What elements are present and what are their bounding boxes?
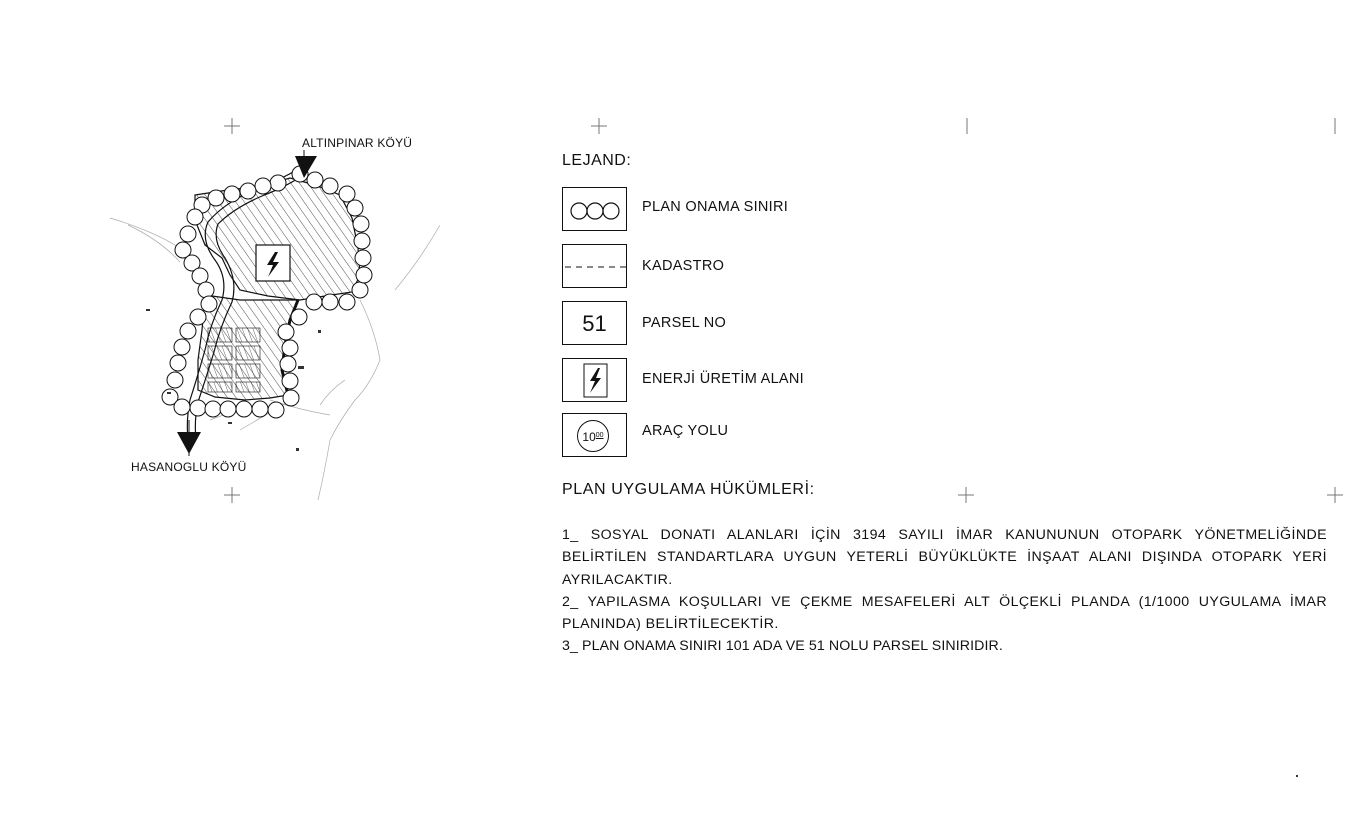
rule-item: 1_ SOSYAL DONATI ALANLARI İÇİN 3194 SAYILI İMAR KANUNUNUN OTOPARK YÖNETMELİĞİNDE BELİRTİLEN STANDARTLARA UYGUN YETERLİ BÜYÜKLÜKTE İNŞAAT ALANI DIŞINDA OTOPARK YERİ AYRILACAKTIR. [562,527,1327,588]
crosshair-mark [224,118,240,134]
legend-symbol-energy [562,358,627,402]
boundary-circle [282,340,298,356]
boundary-circle [174,339,190,355]
energy-symbol [563,359,628,403]
legend-symbol-parcel-no [562,301,627,345]
crosshair-mark [1327,487,1343,503]
boundary-circle [170,355,186,371]
boundary-circle [255,178,271,194]
boundary-circle [198,282,214,298]
rules-list [562,524,1327,658]
boundary-circle [190,309,206,325]
map-energy-box [256,245,290,281]
boundary-circle [224,186,240,202]
road-circle-icon [577,420,609,452]
legend-label-plan-boundary: PLAN ONAMA SINIRI [642,199,789,215]
boundary-circle [180,226,196,242]
boundary-circle [174,399,190,415]
boundary-circle [306,294,322,310]
boundary-circle [208,190,224,206]
legend-symbol-cadastre [562,244,627,288]
boundary-circle [280,356,296,372]
three-circles-icon [563,188,628,232]
rule-item: 2_ YAPILASMA KOŞULLARI VE ÇEKME MESAFELERİ ALT ÖLÇEKLİ PLANDA (1/1000 UYGULAMA İMAR PLANINDA) BELİRTİLECEKTİR. [562,593,1327,633]
boundary-circle [355,250,371,266]
crosshair-mark [591,118,607,134]
boundary-circle [339,294,355,310]
boundary-circle [354,233,370,249]
boundary-circle [322,294,338,310]
boundary-circle [236,401,252,417]
road-number: 10 [582,430,596,444]
parcel-number: 51 [582,311,607,336]
boundary-circle [347,200,363,216]
rules-title: PLAN UYGULAMA HÜKÜMLERİ: [562,481,815,498]
boundary-circle [205,401,221,417]
legend-label-road: ARAÇ YOLU [642,423,729,439]
boundary-circle [283,390,299,406]
boundary-circle [270,175,286,191]
boundary-circle [220,401,236,417]
crosshair-mark [958,487,974,503]
legend-title: LEJAND: [562,152,632,169]
boundary-circle [167,372,183,388]
boundary-circle [282,373,298,389]
boundary-circle [352,282,368,298]
south-village-label: HASANOGLU KÖYÜ [131,460,247,474]
legend-symbol-plan-boundary [562,187,627,231]
crosshair-mark [224,487,240,503]
boundary-circle [252,401,268,417]
rule-item: 3_ PLAN ONAMA SINIRI 101 ADA VE 51 NOLU PARSEL SINIRIDIR. [562,638,1003,655]
boundary-circle [356,267,372,283]
boundary-circle [240,183,256,199]
dashed-line-icon [563,245,628,289]
boundary-circle [339,186,355,202]
road-number-sup: 00 [595,432,604,439]
boundary-circle [180,323,196,339]
boundary-circle [291,309,307,325]
boundary-circle [187,209,203,225]
boundary-circle [190,400,206,416]
north-village-label: ALTINPINAR KÖYÜ [302,136,413,150]
boundary-circle [322,178,338,194]
boundary-circle [307,172,323,188]
legend-symbol-road [562,413,627,457]
legend-label-cadastre: KADASTRO [642,258,725,274]
boundary-circle [268,402,284,418]
legend-label-energy: ENERJİ ÜRETİM ALANI [642,371,805,387]
legend-label-parcel-no: PARSEL NO [642,315,727,331]
boundary-circle [278,324,294,340]
boundary-circle [201,296,217,312]
registration-marks [224,118,1343,503]
boundary-circle [353,216,369,232]
